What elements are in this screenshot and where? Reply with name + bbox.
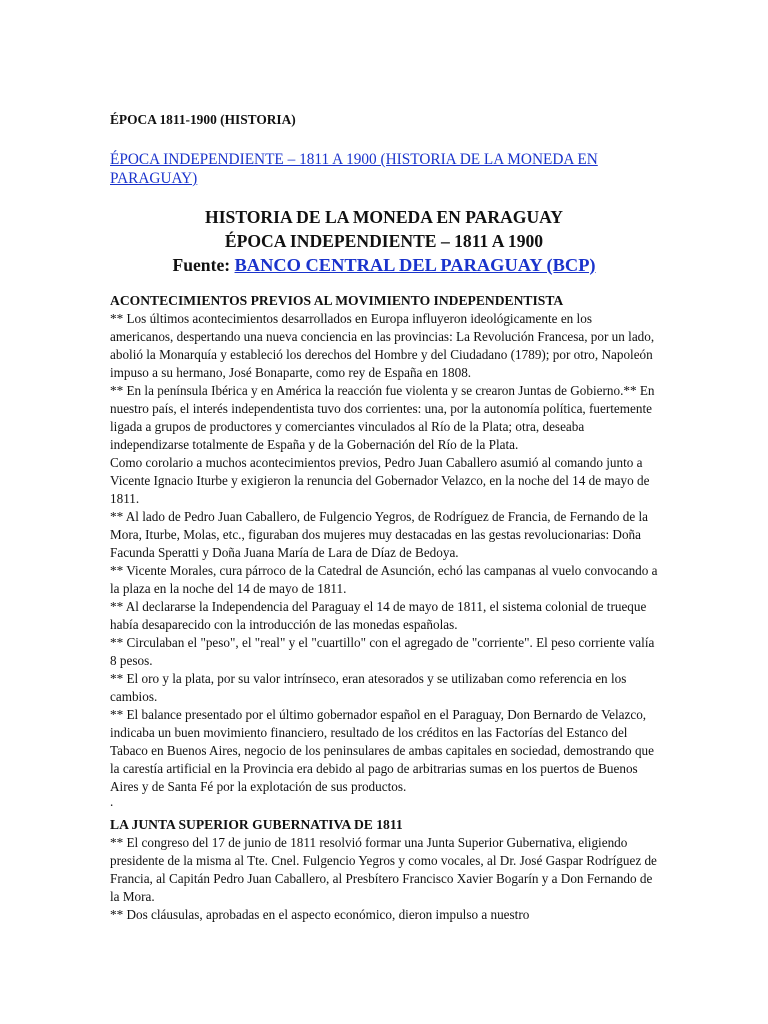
section-heading-junta: LA JUNTA SUPERIOR GUBERNATIVA DE 1811 [110,817,403,832]
main-title-line1: HISTORIA DE LA MONEDA EN PARAGUAY [205,207,563,227]
main-title-line2: ÉPOCA INDEPENDIENTE – 1811 A 1900 [224,231,544,251]
separator-dot: . [110,794,114,809]
era-heading: ÉPOCA 1811-1900 (HISTORIA) [110,112,296,127]
paragraph: Como corolario a muchos acontecimientos previos, Pedro Juan Caballero asumió al comando junto a Vicente Ignacio Iturbe y exigieron la renuncia del Gobernador Velazco, en la noche del 14 de mayo de 1811. [110,455,650,506]
body-text [110,292,658,924]
main-title-block [110,205,658,277]
paragraph: ** Al lado de Pedro Juan Caballero, de Fulgencio Yegros, de Rodríguez de Francia, de Fernando de la Mora, Iturbe, Molas, etc., figuraban dos mujeres muy destacadas en las gestas revolucionarias: Doña Facunda Speratti y Doña Juana María de Lara de Díaz de Bedoya. [110,509,648,560]
source-label: Fuente: [172,255,235,275]
paragraph: ** Al declararse la Independencia del Paraguay el 14 de mayo de 1811, el sistema colonial de trueque había desaparecido con la introducción de las monedas españolas. [110,599,647,632]
paragraph: ** El congreso del 17 de junio de 1811 resolvió formar una Junta Superior Gubernativa, eligiendo presidente de la misma al Tte. Cnel. Fulgencio Yegros y como vocales, al Dr. José Gaspar Rodríguez de Francia, al Capitán Pedro Juan Caballero, al Presbítero Francisco Xavier Bogarín y a Don Fernando de la Mora. [110,835,657,904]
paragraph: ** Dos cláusulas, aprobadas en el aspecto económico, dieron impulso a nuestro [110,907,530,922]
source-line [110,253,658,277]
article-title-link[interactable]: ÉPOCA INDEPENDIENTE – 1811 A 1900 (HISTORIA DE LA MONEDA EN PARAGUAY) [110,151,598,187]
source-link[interactable]: BANCO CENTRAL DEL PARAGUAY (BCP) [234,255,596,275]
paragraph: ** Los últimos acontecimientos desarrollados en Europa influyeron ideológicamente en los americanos, despertando una nueva conciencia en las provincias: La Revolución Francesa, por un lado, abolió la Monarquía y estableció los derechos del Hombre y del Ciudadano (1789); por otro, Napoleón impuso a su hermano, José Bonaparte, como rey de España en 1808. [110,311,655,380]
paragraph: ** En la península Ibérica y en América la reacción fue violenta y se crearon Juntas de Gobierno.** En nuestro país, el interés independentista tuvo dos corrientes: una, por la autonomía política, fuertemente ligada a grupos de productores y comerciantes vinculados al Río de la Plata; otra, deseaba independizarse totalmente de España y de la Gobernación del Río de la Plata. [110,383,655,452]
paragraph: ** Circulaban el "peso", el "real" y el "cuartillo" con el agregado de "corriente". El peso corriente valía 8 pesos. [110,635,655,668]
section-heading-antecedents: ACONTECIMIENTOS PREVIOS AL MOVIMIENTO INDEPENDENTISTA [110,293,564,308]
paragraph: ** El oro y la plata, por su valor intrínseco, eran atesorados y se utilizaban como referencia en los cambios. [110,671,627,704]
paragraph: ** El balance presentado por el último gobernador español en el Paraguay, Don Bernardo de Velazco, indicaba un buen movimiento financiero, resultado de los créditos en las Factorías del Estanco del Tabaco en Buenos Aires, negocio de los peninsulares de ambas capitales en sociedad, demostrando que la carestía artificial en la Provincia era debido al pago de arbitrarias sumas en los puertos de Buenos Aires y de Santa Fé por la explotación de sus productos. [110,707,654,794]
paragraph: ** Vicente Morales, cura párroco de la Catedral de Asunción, echó las campanas al vuelo convocando a la plaza en la noche del 14 de mayo de 1811. [110,563,658,596]
